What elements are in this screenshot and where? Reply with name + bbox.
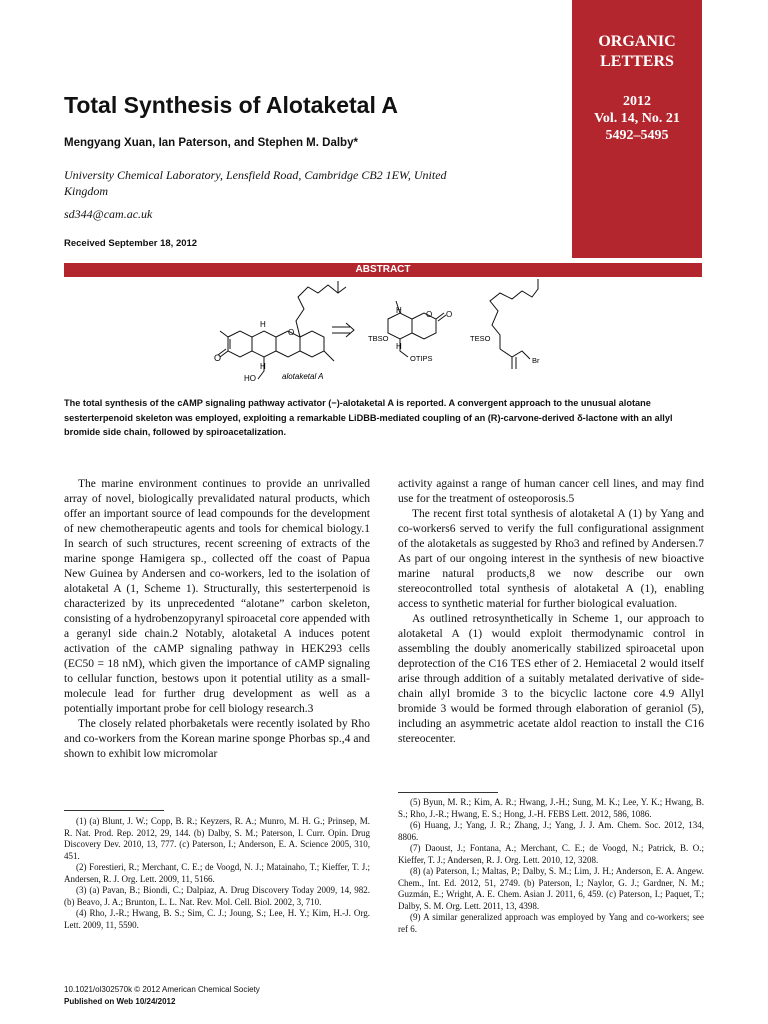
atom-o-ring: O xyxy=(288,328,295,337)
footnote: (9) A similar generalized approach was employed by Yang and co-workers; see ref 6. xyxy=(398,912,704,934)
body-paragraph: As outlined retrosynthetically in Scheme 1, our approach to alotaketal A (1) would exploit thermodynamic control in assembling the doubly anomerically stabilized spiroacetal upon deprotection of the C16 TES ether of 2. Hemiacetal 2 would itself arise through addition of a suitably metalated derivative of side-chain allyl bromide 3 to the bicyclic lactone core 4.9 Allyl bromide 3 would be formed through elaboration of geraniol (5), including an asymmetric acetate aldol reaction to install the C16 stereocenter. xyxy=(398,613,704,745)
journal-pages: 5492–5495 xyxy=(605,128,669,143)
retro-arrow xyxy=(332,323,354,337)
affiliation: University Chemical Laboratory, Lensfield Road, Cambridge CB2 1EW, United Kingdom xyxy=(64,168,447,198)
footnote: (3) (a) Pavan, B.; Biondi, C.; Dalpiaz, A. Drug Discovery Today 2009, 14, 982. (b) Beavo, J. A.; Brunton, L. L. Nat. Rev. Mol. Cell. Biol. 2002, 3, 710. xyxy=(64,885,370,907)
body-column-right xyxy=(398,477,704,747)
allyl-bromide-structure xyxy=(490,279,538,369)
abstract-header: ABSTRACT xyxy=(64,263,702,277)
atom-o-lactone-ring: O xyxy=(426,310,433,319)
footnote-divider-left xyxy=(64,810,164,811)
email-link[interactable]: sd344@cam.ac.uk xyxy=(64,207,153,221)
body-paragraph: The marine environment continues to provide an unrivalled array of novel, biologically prevalidated natural products, which offer an important source of lead compounds for the development of new chemotherapeutic agents and tools for chemical biology.1 In search of such structures, recent screening of extracts of the marine sponge Hamigera sp., collected off the coast of Papua New Guinea by Andersen and co-workers, led to the isolation of alotaketal A (1, Scheme 1). Structurally, this sesterterpenoid is characterized by its unprecedented “alotane” carbon skeleton, consisting of a hydrobenzopyranyl spiroacetal core appended with a geranyl side chain.2 Notably, alotaketal A induces potent activation of the cAMP signaling pathway in HEK293 cells (EC50 = 18 nM), which given the importance of cAMP signaling to cellular function, bestows upon it potential utility as a small-molecule lead for further drug development as well as a potentially important probe for cell biology research.3 xyxy=(64,478,370,715)
journal-masthead xyxy=(572,0,702,258)
atom-h-upper: H xyxy=(260,320,266,329)
atom-h-lactone-bottom: H xyxy=(396,342,402,351)
footnote: (5) Byun, M. R.; Kim, A. R.; Hwang, J.-H.; Sung, M. K.; Lee, Y. K.; Hwang, B. S.; Rho, J.-R.; Hwang, E. S.; Hong, J.-H. FEBS Lett. 2012, 586, 1086. xyxy=(398,797,704,819)
body-paragraph: The closely related phorbaketals were recently isolated by Rho and co-workers from the Korean marine sponge Phorbas sp.,4 and shown to exhibit low micromolar xyxy=(64,718,370,760)
group-teso: TESO xyxy=(470,334,491,343)
footnote: (1) (a) Blunt, J. W.; Copp, B. R.; Keyzers, R. A.; Munro, M. H. G.; Prinsep, M. R. Nat. Prod. Rep. 2012, 29, 144. (b) Dalby, S. M.; Paterson, I. Curr. Opin. Drug Discovery Dev. 2010, 13, 777. (c) Paterson, I.; Anderson, E. A. Science 2005, 310, 451. xyxy=(64,816,370,861)
article-title: Total Synthesis of Alotaketal A xyxy=(64,92,398,118)
atom-h-lactone-top: H xyxy=(396,306,402,315)
footnote: (7) Daoust, J.; Fontana, A.; Merchant, C. E.; de Voogd, N.; Patrick, B. O.; Kieffer, T. J.; Andersen, R. J. Org. Lett. 2010, 12, 3208. xyxy=(398,843,704,865)
compound-label: alotaketal A xyxy=(282,372,324,381)
body-paragraph: activity against a range of human cancer cell lines, and may find use for the treatment of osteoporosis.5 xyxy=(398,478,704,505)
atom-o-lactone-carbonyl: O xyxy=(446,310,453,319)
footnote: (6) Huang, J.; Yang, J. R.; Zhang, J.; Yang, J. J. Am. Chem. Soc. 2012, 134, 8806. xyxy=(398,820,704,842)
journal-volume: Vol. 14, No. 21 xyxy=(594,111,680,126)
footnote: (8) (a) Paterson, I.; Maltas, P.; Dalby, S. M.; Lim, J. H.; Anderson, E. A. Angew. Chem., Int. Ed. 2012, 51, 2749. (b) Paterson, I.; Naylor, G. J.; Gardner, N. M.; Guzmán, E.; Wright, A. E. Chem. Asian J. 2011, 6, 459. (c) Paterson, I.; Paquet, T.; Dalby, S. M. Org. Lett. 2011, 13, 4398. xyxy=(398,866,704,911)
footnotes-right xyxy=(398,797,704,935)
group-otips: OTIPS xyxy=(410,354,433,363)
received-date: Received September 18, 2012 xyxy=(64,238,198,249)
author-list: Mengyang Xuan, Ian Paterson, and Stephen M. Dalby* xyxy=(64,137,358,149)
doi-copyright: 10.1021/ol302570k © 2012 American Chemical Society xyxy=(64,985,260,994)
footnote: (4) Rho, J.-R.; Hwang, B. S.; Sim, C. J.; Joung, S.; Lee, H. Y.; Kim, H.-J. Org. Lett. 2009, 11, 5590. xyxy=(64,908,370,930)
alotaketal-structure xyxy=(218,281,346,379)
publication-date: Published on Web 10/24/2012 xyxy=(64,997,176,1006)
group-tbso: TBSO xyxy=(368,334,389,343)
atom-o-ketone: O xyxy=(214,353,222,363)
journal-name: ORGANIC LETTERS xyxy=(598,33,676,70)
abstract-text: The total synthesis of the cAMP signaling pathway activator (−)-alotaketal A is reported. A convergent approach to the unusual alotane sesterterpenoid skeleton was employed, exploiting a remarkable LiDBB-mediated coupling of an (R)-carvone-derived δ-lactone with an allyl bromide side chain, followed by spiroacetalization. xyxy=(64,398,673,437)
footnote: (2) Forestieri, R.; Merchant, C. E.; de Voogd, N. J.; Matainaho, T.; Kieffer, T. J.; Andersen, R. J. Org. Lett. 2009, 11, 5166. xyxy=(64,862,370,884)
atom-h-lower: H xyxy=(260,362,266,371)
body-column-left xyxy=(64,477,370,762)
journal-year: 2012 xyxy=(623,94,651,109)
atom-br: Br xyxy=(532,356,540,365)
footnotes-left xyxy=(64,816,370,931)
toc-graphic xyxy=(200,279,580,389)
body-paragraph: The recent first total synthesis of alotaketal A (1) by Yang and co-workers6 served to verify the full configurational assignment of the alotaketals as suggested by Rho3 and refined by Andersen.7 As part of our ongoing interest in the synthesis of new bioactive marine natural products,8 we now describe our own stereocontrolled total synthesis of alotaketal A (1), enabling access to synthetic material for further biological evaluation. xyxy=(398,508,704,610)
footnote-divider-right xyxy=(398,792,498,793)
atom-ho: HO xyxy=(244,374,256,383)
